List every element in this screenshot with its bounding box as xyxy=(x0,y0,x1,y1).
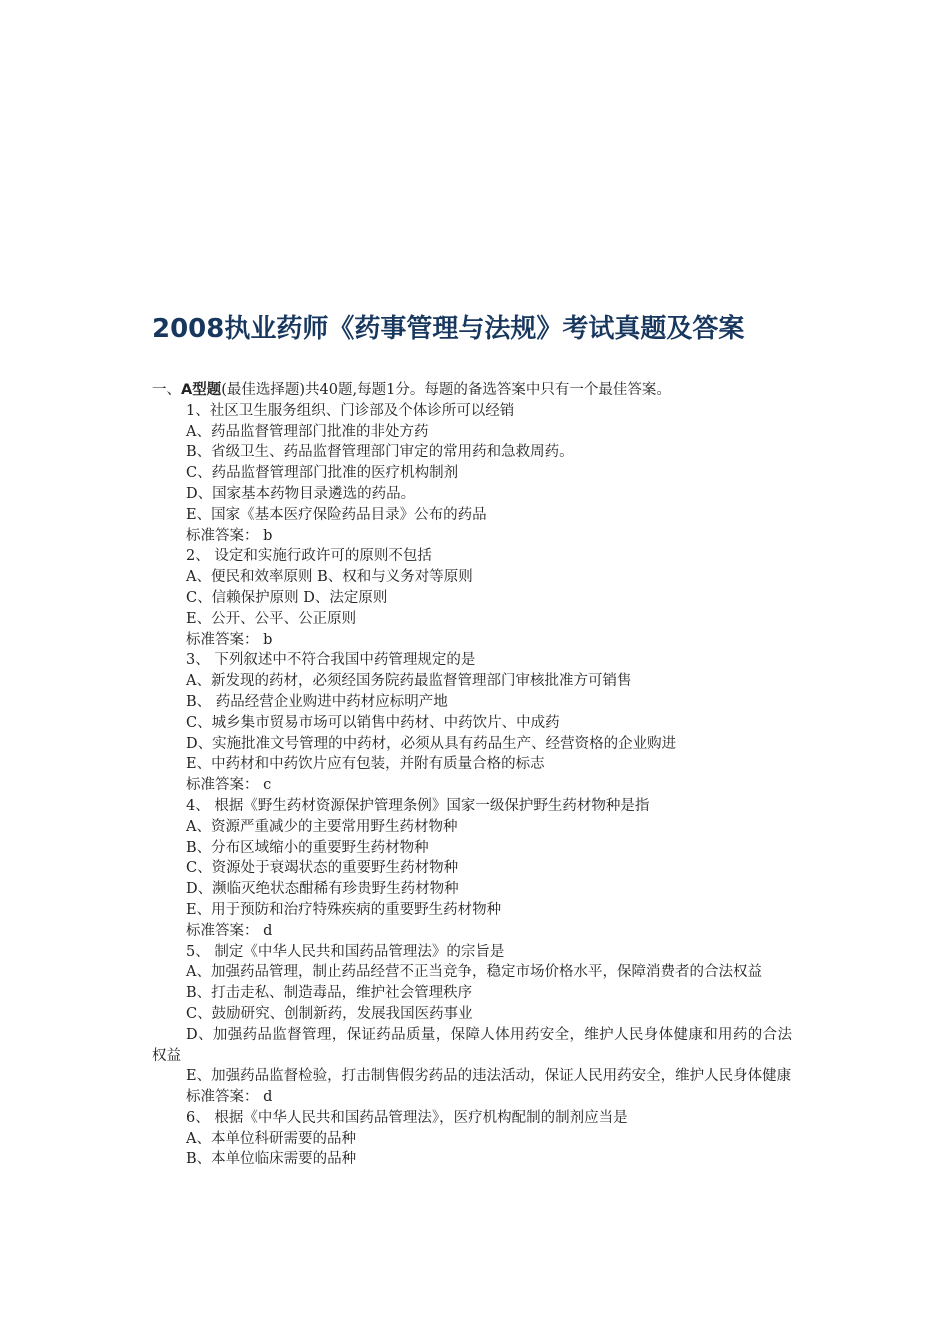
question-5-option-a: A、加强药品管理，制止药品经营不正当竞争，稳定市场价格水平，保障消费者的合法权益 xyxy=(186,964,762,981)
question-5-answer: 标准答案： d xyxy=(186,1089,273,1106)
question-1-option-e: E、国家《基本医疗保险药品目录》公布的药品 xyxy=(186,506,487,523)
section-prefix: 一、 xyxy=(152,382,181,398)
question-1-answer: 标准答案： b xyxy=(186,527,273,544)
question-2-options-cd: C、信赖保护原则 D、法定原则 xyxy=(186,589,388,606)
question-4-stem: 4、 根据《野生药材资源保护管理条例》国家一级保护野生药材物种是指 xyxy=(186,797,650,814)
question-4-option-d: D、濒临灭绝状态酣稀有珍贵野生药材物种 xyxy=(186,881,459,898)
section-type-label: A型题 xyxy=(181,382,222,398)
question-5-stem: 5、 制定《中华人民共和国药品管理法》的宗旨是 xyxy=(186,943,505,960)
question-6-option-b: B、本单位临床需要的品种 xyxy=(186,1151,357,1168)
question-6-option-a: A、本单位科研需要的品种 xyxy=(186,1130,356,1147)
document-body xyxy=(152,380,792,1170)
question-4-option-e: E、用于预防和治疗特殊疾病的重要野生药材物种 xyxy=(186,901,502,918)
question-1-option-b: B、省级卫生、药品监督管理部门审定的常用药和急救周药。 xyxy=(186,444,574,461)
question-1-option-d: D、国家基本药物目录遴选的药品。 xyxy=(186,485,416,502)
question-2-options-ab: A、便民和效率原则 B、权和与义务对等原则 xyxy=(186,569,473,586)
question-1-option-c: C、药品监督管理部门批准的医疗机构制剂 xyxy=(186,465,459,482)
question-5-option-d: D、加强药品监督管理，保证药品质量，保障人体用药安全，维护人民身体健康和用药的合法权益 xyxy=(152,1026,792,1064)
question-4-answer: 标准答案： d xyxy=(186,922,273,939)
question-5-option-b: B、打击走私、制造毒品，维护社会管理秩序 xyxy=(186,985,473,1002)
question-4-option-a: A、资源严重减少的主要常用野生药材物种 xyxy=(186,818,458,835)
question-4-option-b: B、分布区域缩小的重要野生药材物种 xyxy=(186,839,429,856)
question-6-stem: 6、 根据《中华人民共和国药品管理法》，医疗机构配制的制剂应当是 xyxy=(186,1109,628,1126)
question-3-option-b: B、 药品经营企业购进中药材应标明产地 xyxy=(186,693,448,710)
question-2-answer: 标准答案： b xyxy=(186,631,273,648)
section-heading xyxy=(152,380,792,401)
section-description: (最佳选择题)共40题,每题1分。每题的备选答案中只有一个最佳答案。 xyxy=(221,382,671,398)
document-title: 2008执业药师《药事管理与法规》考试真题及答案 xyxy=(152,314,745,344)
question-3-option-d: D、实施批准文号管理的中药材，必须从具有药品生产、经营资格的企业购进 xyxy=(186,735,677,752)
question-3-option-e: E、中药材和中药饮片应有包装，并附有质量合格的标志 xyxy=(186,756,545,773)
question-2-option-e: E、公开、公平、公正原则 xyxy=(186,610,357,627)
question-1-stem: 1、社区卫生服务组织、门诊部及个体诊所可以经销 xyxy=(186,402,515,419)
question-5-option-c: C、鼓励研究、创制新药，发展我国医药事业 xyxy=(186,1005,473,1022)
question-3-answer: 标准答案： c xyxy=(186,777,272,794)
question-4-option-c: C、资源处于衰竭状态的重要野生药材物种 xyxy=(186,860,459,877)
question-3-option-c: C、城乡集市贸易市场可以销售中药材、中药饮片、中成药 xyxy=(186,714,560,731)
question-3-option-a: A、新发现的药材，必须经国务院药最监督管理部门审核批准方可销售 xyxy=(186,673,632,690)
question-1-option-a: A、药品监督管理部门批准的非处方药 xyxy=(186,423,429,440)
question-2-stem: 2、 设定和实施行政许可的原则不包括 xyxy=(186,548,432,565)
question-3-stem: 3、 下列叙述中不符合我国中药管理规定的是 xyxy=(186,652,476,669)
question-5-option-e: E、加强药品监督检验，打击制售假劣药品的违法活动，保证人民用药安全，维护人民身体健康 xyxy=(186,1068,792,1085)
